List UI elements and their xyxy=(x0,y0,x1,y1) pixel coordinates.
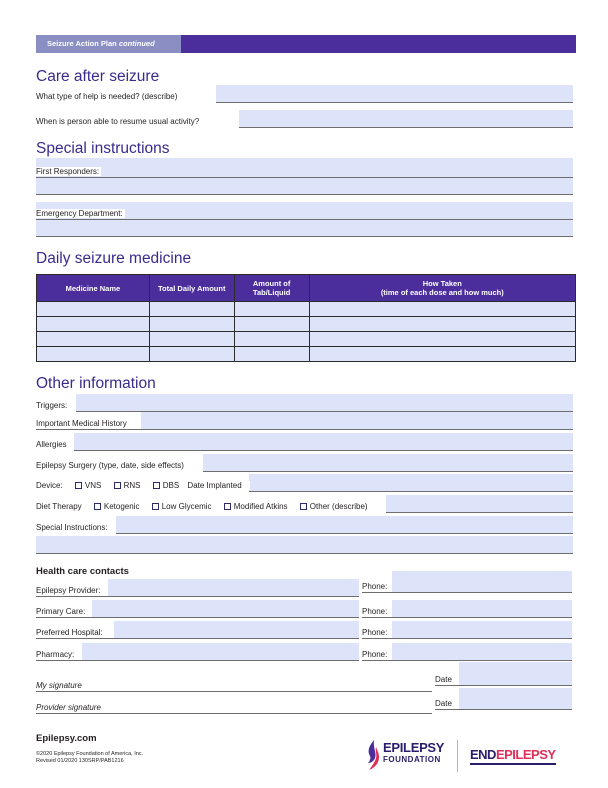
surgery-field[interactable] xyxy=(203,454,573,472)
device-label: Device: xyxy=(36,481,63,490)
low-glycemic-checkbox[interactable] xyxy=(152,503,159,510)
my-signature-date-field[interactable] xyxy=(459,662,572,686)
table-cell[interactable] xyxy=(149,302,234,317)
table-row xyxy=(37,302,576,317)
epilepsy-provider-phone-field[interactable] xyxy=(392,571,572,593)
table-cell[interactable] xyxy=(234,332,309,347)
low-glycemic-label: Low Glycemic xyxy=(161,502,212,511)
vns-label: VNS xyxy=(84,481,102,490)
allergies-label: Allergies xyxy=(36,440,67,449)
end-epilepsy-b: EPILEPSY xyxy=(495,747,556,762)
flame-icon xyxy=(365,739,381,771)
provider-signature-date-row xyxy=(435,692,572,710)
how-taken-header-title: How Taken xyxy=(422,279,462,288)
emergency-department-row xyxy=(36,202,573,220)
header-tag-suffix: continued xyxy=(118,39,155,48)
logo-line2: FOUNDATION xyxy=(383,755,441,764)
special-instructions-field[interactable] xyxy=(116,516,573,534)
footer-site[interactable]: Epilepsy.com xyxy=(36,733,97,744)
history-label: Important Medical History xyxy=(36,419,127,428)
preferred-hospital-row xyxy=(36,621,359,639)
allergies-field[interactable] xyxy=(74,433,573,451)
emergency-department-label: Emergency Department: xyxy=(36,209,123,218)
care-help-row xyxy=(36,85,573,103)
preferred-hospital-phone-field[interactable] xyxy=(392,621,572,639)
date-label: Date xyxy=(435,675,452,684)
footer-copyright: ©2020 Epilepsy Foundation of America, Inc. xyxy=(36,751,144,757)
primary-care-row xyxy=(36,600,359,618)
table-row xyxy=(37,347,576,362)
footer-revised: Revised 01/2020 130SRP/PAB1216 xyxy=(36,758,124,765)
vns-checkbox[interactable] xyxy=(75,482,82,489)
epilepsy-provider-field[interactable] xyxy=(108,579,359,597)
diet-options xyxy=(36,502,376,511)
care-help-field[interactable] xyxy=(216,85,573,103)
rns-label: RNS xyxy=(123,481,141,490)
care-resume-field[interactable] xyxy=(239,110,573,128)
table-cell[interactable] xyxy=(37,302,150,317)
end-epilepsy-logo xyxy=(470,747,556,762)
preferred-hospital-phone-row xyxy=(362,621,572,639)
modified-atkins-label: Modified Atkins xyxy=(233,502,288,511)
date-label: Date xyxy=(435,699,452,708)
ketogenic-label: Ketogenic xyxy=(103,502,140,511)
logo-line1: EPILEPSY xyxy=(383,740,445,755)
surgery-row xyxy=(36,454,573,472)
date-implanted-field[interactable] xyxy=(249,474,573,492)
my-signature-date-row xyxy=(435,668,572,686)
epilepsy-provider-row xyxy=(36,579,359,597)
header-tag xyxy=(36,35,181,53)
table-row xyxy=(37,332,576,347)
first-responders-row xyxy=(36,160,573,178)
pharmacy-phone-row xyxy=(362,643,572,661)
epilepsy-foundation-logo xyxy=(365,738,445,772)
pharmacy-field[interactable] xyxy=(82,643,359,661)
table-cell[interactable] xyxy=(309,302,575,317)
history-row xyxy=(36,412,573,430)
other-diet-label: Other (describe) xyxy=(309,502,368,511)
care-title: Care after seizure xyxy=(36,68,160,85)
my-signature-label: My signature xyxy=(36,681,82,690)
triggers-row xyxy=(36,394,573,412)
phone-label: Phone: xyxy=(362,607,388,616)
phone-label: Phone: xyxy=(362,582,388,591)
pharmacy-row xyxy=(36,643,359,661)
preferred-hospital-label: Preferred Hospital: xyxy=(36,628,103,637)
my-signature-line[interactable] xyxy=(36,691,432,692)
how-taken-header xyxy=(309,275,575,302)
primary-care-field[interactable] xyxy=(92,600,359,618)
diet-other-field[interactable] xyxy=(386,495,573,513)
table-cell[interactable] xyxy=(37,347,150,362)
table-cell[interactable] xyxy=(37,332,150,347)
first-responders-line xyxy=(36,177,573,178)
triggers-label: Triggers: xyxy=(36,401,68,410)
diet-label: Diet Therapy xyxy=(36,502,82,511)
epilepsy-provider-phone-row xyxy=(362,575,572,593)
device-options xyxy=(36,481,250,490)
medicine-name-header: Medicine Name xyxy=(37,275,150,302)
modified-atkins-checkbox[interactable] xyxy=(224,503,231,510)
primary-care-phone-field[interactable] xyxy=(392,600,572,618)
table-cell[interactable] xyxy=(309,332,575,347)
table-cell[interactable] xyxy=(234,302,309,317)
header-bar xyxy=(36,35,576,53)
special-instructions-row xyxy=(36,516,573,534)
medicine-table xyxy=(36,274,576,362)
pharmacy-label: Pharmacy: xyxy=(36,650,75,659)
table-cell[interactable] xyxy=(37,317,150,332)
provider-signature-line[interactable] xyxy=(36,713,432,714)
pharmacy-phone-field[interactable] xyxy=(392,643,572,661)
special-instructions-label: Special Instructions: xyxy=(36,523,108,532)
table-cell[interactable] xyxy=(149,332,234,347)
care-resume-label: When is person able to resume usual activity? xyxy=(36,117,200,126)
phone-label: Phone: xyxy=(362,628,388,637)
logo-divider xyxy=(457,740,458,772)
my-signature-row xyxy=(36,674,432,692)
contacts-title: Health care contacts xyxy=(36,566,129,577)
device-row xyxy=(36,474,573,492)
total-daily-amount-header: Total Daily Amount xyxy=(149,275,234,302)
emergency-department-line xyxy=(36,219,573,220)
dbs-label: DBS xyxy=(162,481,180,490)
date-implanted-label: Date Implanted xyxy=(187,481,242,490)
special-instructions-field-2[interactable] xyxy=(36,536,573,554)
table-cell[interactable] xyxy=(149,347,234,362)
special-title: Special instructions xyxy=(36,140,170,157)
diet-row xyxy=(36,495,573,513)
other-title: Other information xyxy=(36,375,156,392)
table-row xyxy=(37,317,576,332)
footer-copyright-block xyxy=(36,751,143,766)
first-responders-label: First Responders: xyxy=(36,167,100,176)
header-tag-title: Seizure Action Plan xyxy=(47,39,117,48)
preferred-hospital-field[interactable] xyxy=(114,621,359,639)
table-cell[interactable] xyxy=(234,347,309,362)
amount-of-tab-header: Amount of Tab/Liquid xyxy=(234,275,309,302)
care-help-label: What type of help is needed? (describe) xyxy=(36,92,178,101)
epilepsy-provider-label: Epilepsy Provider: xyxy=(36,586,101,595)
surgery-label: Epilepsy Surgery (type, date, side effects) xyxy=(36,461,184,470)
provider-signature-label: Provider signature xyxy=(36,703,101,712)
provider-signature-row xyxy=(36,696,432,714)
primary-care-label: Primary Care: xyxy=(36,607,86,616)
allergies-row xyxy=(36,433,573,451)
rns-checkbox[interactable] xyxy=(114,482,121,489)
dbs-checkbox[interactable] xyxy=(153,482,160,489)
how-taken-header-note: (time of each dose and how much) xyxy=(380,288,504,297)
primary-care-phone-row xyxy=(362,600,572,618)
triggers-field[interactable] xyxy=(76,394,573,412)
care-resume-row xyxy=(36,110,573,128)
other-diet-checkbox[interactable] xyxy=(300,503,307,510)
table-cell[interactable] xyxy=(309,347,575,362)
table-cell[interactable] xyxy=(234,317,309,332)
provider-signature-date-field[interactable] xyxy=(459,688,572,710)
end-epilepsy-a: END xyxy=(470,747,496,762)
table-cell[interactable] xyxy=(149,317,234,332)
daily-title: Daily seizure medicine xyxy=(36,250,192,267)
phone-label: Phone: xyxy=(362,650,388,659)
history-field[interactable] xyxy=(141,412,573,430)
table-cell[interactable] xyxy=(309,317,575,332)
ketogenic-checkbox[interactable] xyxy=(94,503,101,510)
end-epilepsy-underline xyxy=(470,763,556,765)
